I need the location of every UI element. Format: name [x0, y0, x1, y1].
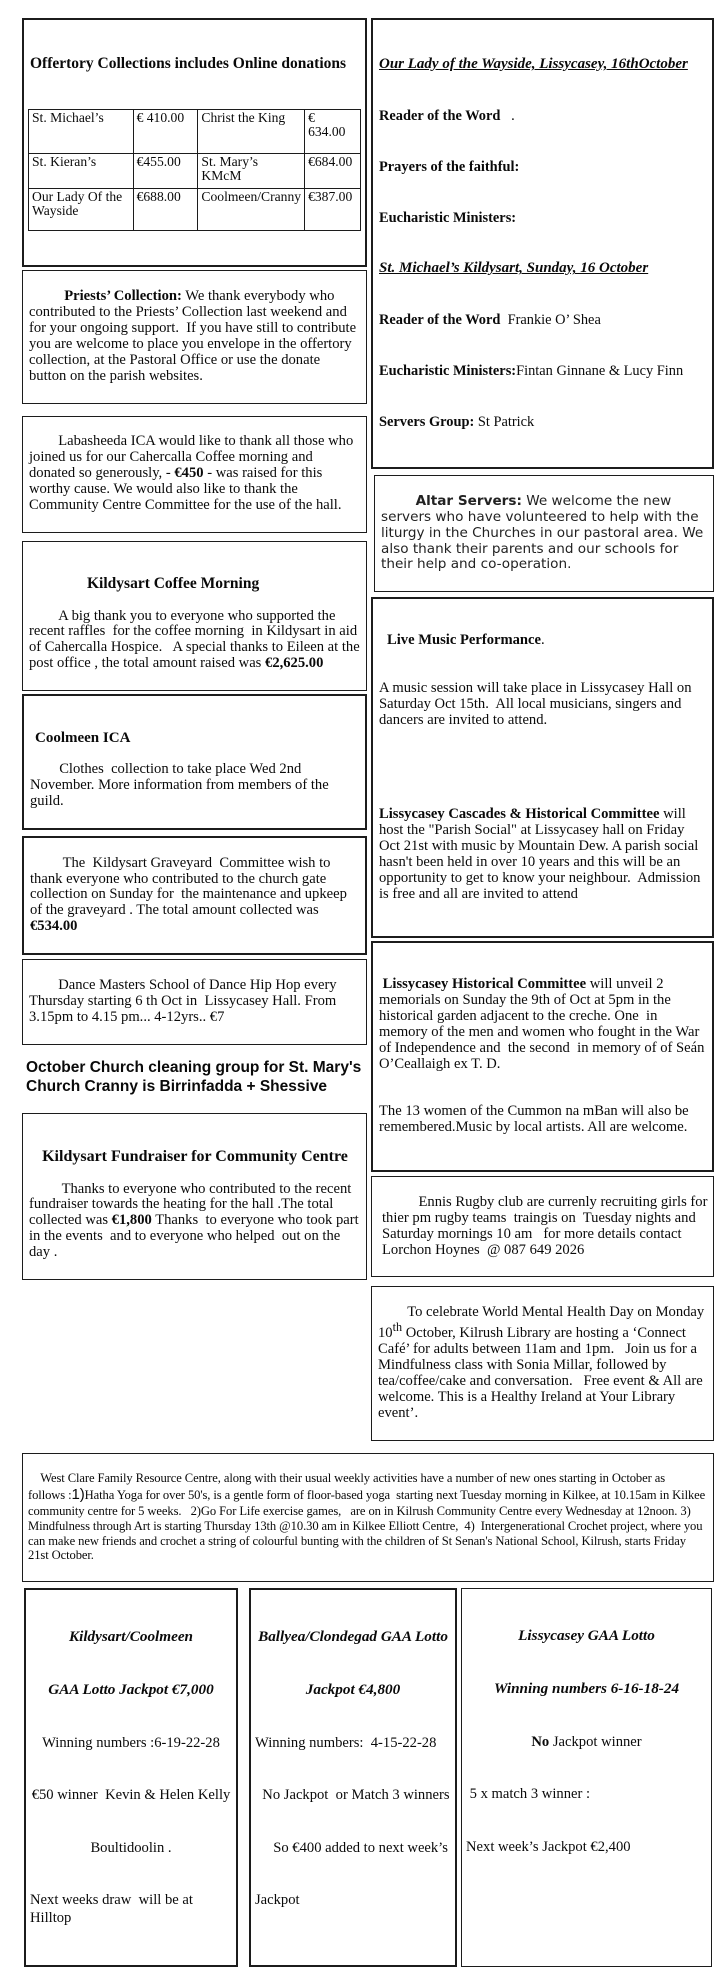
live-music-heading-line: Live Music Performance. [379, 633, 707, 649]
dance-masters-text: Dance Masters School of Dance Hip Hop every Thursday starting 6 th Oct in Lissycasey Hall. From 3.15pm to 4.15 pm... 4-12yrs.. €7 [29, 977, 344, 1025]
spacer [379, 760, 707, 775]
table-row [29, 188, 361, 230]
rota-line: Servers Group: St Patrick [379, 414, 535, 431]
priests-collection-text: We thank everybody who contributed to the Priests’ Collection last weekend and for your ongoing support. If you have still to contribute you are welcome to place you envelope in the offertory collection, at the Pastoral Office or use the donate button on the parish websites. [29, 288, 360, 384]
lotto-next-draw-line: Next weeks draw will be at Hilltop [30, 1892, 197, 1926]
live-music-title: Live Music Performance [387, 632, 541, 649]
lotto-winner-line: Boultidoolin . [90, 1839, 172, 1856]
lotto-result-line: No Jackpot or Match 3 winners [255, 1787, 450, 1804]
amount-cell: €387.00 [305, 188, 361, 230]
altar-servers-text: We welcome the new servers who have volunteered to help with the liturgy in the Churches in our pastoral area. We also thank their parents and our schools for their help and co-operation. [381, 492, 708, 573]
labasheeda-ica-box [22, 416, 367, 533]
dance-masters-box [22, 959, 367, 1045]
historical-paragraph [379, 977, 707, 1072]
lotto-result-line: No Jackpot winner [531, 1733, 642, 1750]
mental-health-day-box [371, 1286, 714, 1440]
library-text-post: October, Kilrush Library are hosting a ‘Connect Café’ for adults between 11am and 1pm. Join us for a Mindfulness class with Sonia Millar, followed by tea/coffee/cake and conversation. Free event & All are welcome. This is a Healthy Ireland at Your Library event’. [378, 1325, 707, 1421]
offertory-table [28, 109, 361, 231]
church-name-cell: Christ the King [198, 109, 305, 153]
rota-line: Reader of the Word . [379, 107, 515, 124]
church-name-cell: St. Kieran’s [29, 153, 134, 188]
ordinal-superscript: th [392, 1320, 403, 1335]
coffee-morning-text: A big thank you to everyone who supported the recent raffles for the coffee morning in Kildysart in aid of Cahercalla Hospice. A special thanks to Eileen at the post office , the total amount raised was [29, 607, 364, 672]
lotto-title: Kildysart/Coolmeen [68, 1628, 194, 1646]
library-text-pre: To celebrate World Mental Health Day on Monday 10 [378, 1304, 708, 1342]
labasheeda-text-pre: Labasheeda ICA would like to thank all those who joined us for our Cahercalla Coffee morning and donated so generously, - [29, 433, 357, 482]
coffee-morning-title: Kildysart Coffee Morning [87, 574, 260, 592]
coolmeen-ica-box [22, 694, 367, 830]
rota-line: Eucharistic Ministers:Fintan Ginnane & Lucy Finn [379, 363, 684, 380]
rota-line: Prayers of the faithful: [379, 158, 520, 175]
historical-committee-box [371, 941, 714, 1172]
west-clare-frc-box [22, 1453, 714, 1583]
coolmeen-ica-title: Coolmeen ICA [35, 729, 131, 746]
priests-collection-label: Priests’ Collection: [64, 288, 182, 305]
lotto-jackpot-title: GAA Lotto Jackpot €7,000 [48, 1681, 214, 1699]
historical-label: Lissycasey Historical Committee [379, 976, 587, 993]
coffee-morning-amount: €2,625.00 [265, 655, 324, 672]
church-name-cell: St. Michael’s [29, 109, 134, 153]
church-name-cell: Coolmeen/Cranny [198, 188, 305, 230]
lotto-winning-numbers-title: Winning numbers 6-16-18-24 [493, 1680, 680, 1698]
mass-rota-box [371, 18, 714, 469]
fundraiser-amount: €1,800 [111, 1212, 152, 1229]
coolmeen-ica-text: Clothes collection to take place Wed 2nd November. More information from members of the guild. [30, 761, 333, 809]
graveyard-amount: €534.00 [30, 918, 78, 935]
amount-cell: €688.00 [133, 188, 198, 230]
priests-collection-box [22, 270, 367, 403]
labasheeda-text-post: - was raised for this worthy cause. We would also like to thank the Community Centre Committee for the use of the hall. [29, 465, 342, 514]
cascades-paragraph [379, 807, 707, 902]
newsletter-page [22, 18, 714, 1967]
altar-servers-label: Altar Servers: [415, 492, 522, 509]
rota-church-heading: St. Michael’s Kildysart, Sunday, 16 October [379, 260, 649, 277]
westclare-text-1: West Clare Family Resource Centre, along with their usual weekly activities have a number of new ones starting in October as follows : [28, 1471, 672, 1503]
fundraiser-text-pre: Thanks to everyone who contributed to the recent fundraiser towards the heating for the hall .The total collected was [29, 1180, 355, 1229]
lotto-results-row [22, 1588, 714, 1967]
lotto-title: Ballyea/Clondegad GAA Lotto [258, 1628, 448, 1646]
list-number-1: 1) [71, 1486, 85, 1504]
lissycasey-lotto-box [461, 1588, 712, 1967]
rota-line: Reader of the Word Frankie O’ Shea [379, 312, 601, 329]
fundraiser-box [22, 1113, 367, 1280]
graveyard-committee-box [22, 836, 367, 955]
church-name-cell: Our Lady Of the Wayside [29, 188, 134, 230]
table-row [29, 109, 361, 153]
two-column-layout [22, 18, 714, 1441]
lotto-title: Lissycasey GAA Lotto [518, 1627, 655, 1645]
historical-text: will unveil 2 memorials on Sunday the 9th of Oct at 5pm in the historical garden adjacent to the creche. One in memory of the men and women who fought in the War of Independence and the second in memory of of Seán O’Ceallaigh ex T. D. [379, 976, 709, 1072]
church-cleaning-heading: October Church cleaning group for St. Mary's Church Cranny is Birrinfadda + Shessive [26, 1058, 362, 1095]
cascades-label: Lissycasey Cascades & Historical Committee [379, 806, 660, 823]
lotto-result-line: Jackpot [255, 1892, 300, 1909]
lotto-winning-numbers: Winning numbers :6-19-22-28 [42, 1734, 220, 1751]
amount-cell: € 634.00 [305, 109, 361, 153]
historical-text-2: The 13 women of the Cummon na mBan will also be remembered.Music by local artists. All are welcome. [379, 1103, 693, 1136]
fundraiser-title: Kildysart Fundraiser for Community Centre [42, 1148, 348, 1166]
lotto-winner-line: €50 winner Kevin & Helen Kelly [31, 1787, 231, 1804]
coffee-morning-box [22, 541, 367, 691]
ballyea-clondegad-lotto-box [249, 1588, 457, 1967]
lotto-result-line: 5 x match 3 winner : [466, 1786, 591, 1803]
right-column [371, 18, 714, 1441]
rota-line: Eucharistic Ministers: [379, 209, 517, 226]
rugby-club-box [371, 1176, 714, 1277]
lotto-winning-numbers: Winning numbers: 4-15-22-28 [255, 1734, 437, 1751]
altar-servers-box [374, 475, 714, 592]
amount-cell: € 410.00 [133, 109, 198, 153]
cascades-text: will host the "Parish Social" at Lissycasey hall on Friday Oct 21st with music by Mountain Dew. A parish social hasn't been held in over 10 years and this will be an opportunity to get to know your neighbour. Admission is free and all are invited to attend [379, 806, 705, 902]
church-name-cell: St. Mary’s KMcM [198, 153, 305, 188]
fundraiser-text-post: Thanks to everyone who took part in the events and to everyone who helped out on the day . [29, 1212, 363, 1261]
graveyard-text: The Kildysart Graveyard Committee wish to thank everyone who contributed to the church gate collection on Sunday for the maintenance and upkeep of the graveyard . The total amount collected was [30, 854, 355, 919]
lotto-next-jackpot-line: Next week’s Jackpot €2,400 [466, 1838, 631, 1855]
amount-cell: €455.00 [133, 153, 198, 188]
table-row [29, 153, 361, 188]
offertory-title: Offertory Collections includes Online donations [30, 54, 347, 72]
lotto-result-line: So €400 added to next week’s [255, 1839, 448, 1856]
westclare-text-2: Hatha Yoga for over 50's, is a gentle form of floor-based yoga starting next Tuesday morning in Kilkee, at 10.15am in Kilkee community centre for 5 weeks. 2)Go For Life exercise games, are on in Kilrush Community Centre every Wednesday at 12noon. 3) Mindfulness through Art is starting Thursday 13th @10.30 am in Kilkee Elliott Centre, 4) Intergenerational Crochet project, where you can make new friends and crochet a string of colourful bunting with the children of St Senan's National School, Kilrush, starts Friday 21st October. [28, 1488, 709, 1563]
rugby-club-text: Ennis Rugby club are currenly recruiting girls for thier pm rugby teams traingis on Tuesday nights and Saturday mornings 10 am for more details contact Lorchon Hoynes @ 087 649 2026 [382, 1193, 712, 1258]
live-music-box [371, 597, 714, 938]
live-music-text: A music session will take place in Lissycasey Hall on Saturday Oct 15th. All local musicians, singers and dancers are invited to attend. [379, 679, 696, 728]
amount-cell: €684.00 [305, 153, 361, 188]
left-column [22, 18, 367, 1280]
kildysart-coolmeen-lotto-box [24, 1588, 238, 1967]
lotto-jackpot-title: Jackpot €4,800 [305, 1681, 401, 1699]
labasheeda-amount: €450 [174, 465, 204, 482]
rota-church-heading: Our Lady of the Wayside, Lissycasey, 16thOctober [379, 55, 688, 72]
offertory-collections-box [22, 18, 367, 267]
